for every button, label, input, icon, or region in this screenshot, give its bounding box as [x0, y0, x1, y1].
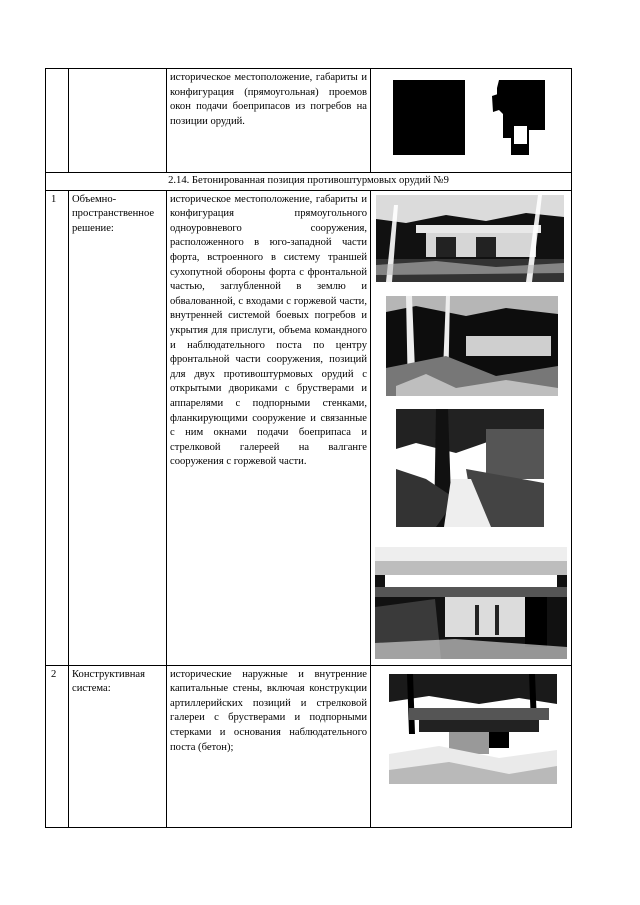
window-photo-dark	[393, 80, 465, 155]
photo-path-to-position	[396, 409, 544, 527]
photo-trench-forest	[386, 296, 558, 396]
table-row	[46, 190, 572, 665]
row-number: 1	[46, 190, 69, 665]
photo-cell	[371, 190, 572, 665]
table-row	[46, 665, 572, 827]
row-label: Объемно-пространственное решение:	[69, 190, 167, 665]
section-row	[46, 173, 572, 191]
row-description: историческое местоположение, габариты и конфигурация (прямоугольная) проемов окон подачи боеприпасов из погребов на позиции орудий.	[167, 69, 371, 173]
section-title: 2.14. Бетонированная позиция противоштурмовых орудий №9	[46, 173, 572, 191]
photo-position-side-view	[376, 195, 564, 282]
row-label: Конструктивная система:	[69, 665, 167, 827]
row-description: исторические наружные и внутренние капитальные стены, включая конструкции артиллерийских позиций и стрелковой галереи с брустверами и подпорными стерками и основания наблюдательного поста (бетон);	[167, 665, 371, 827]
photo-embrasure-front	[375, 547, 567, 659]
row-label-cell	[69, 69, 167, 173]
photo-cell	[371, 69, 572, 173]
row-num-cell	[46, 69, 69, 173]
row-description: историческое местоположение, габариты и конфигурация прямоугольного одноуровневого сооружения, расположенного в юго-западной части форта, встроенного в систему траншей сухопутной обороны форта с фронтальной частью, заглубленной в землю и обвалованной, с входами с горжевой части, внутренней системой боевых погребов и укрытия для прислуги, объема командного и наблюдательного поста по центру фронтальной части сооружения, позиций для двух противоштурмовых орудий с открытыми двориками с брустверами и аппарелями с подпорными стенками, фланкирующими сооружение и связанные с ним окнами подачи боеприпаса и стрелковой галереей на валганге сооружения с горжевой части.	[167, 190, 371, 665]
document-table	[45, 68, 572, 828]
window-photo-opening	[489, 80, 545, 155]
table-row	[46, 69, 572, 173]
photo-cell	[371, 665, 572, 827]
photo-structure-walls	[389, 674, 557, 784]
row-number: 2	[46, 665, 69, 827]
